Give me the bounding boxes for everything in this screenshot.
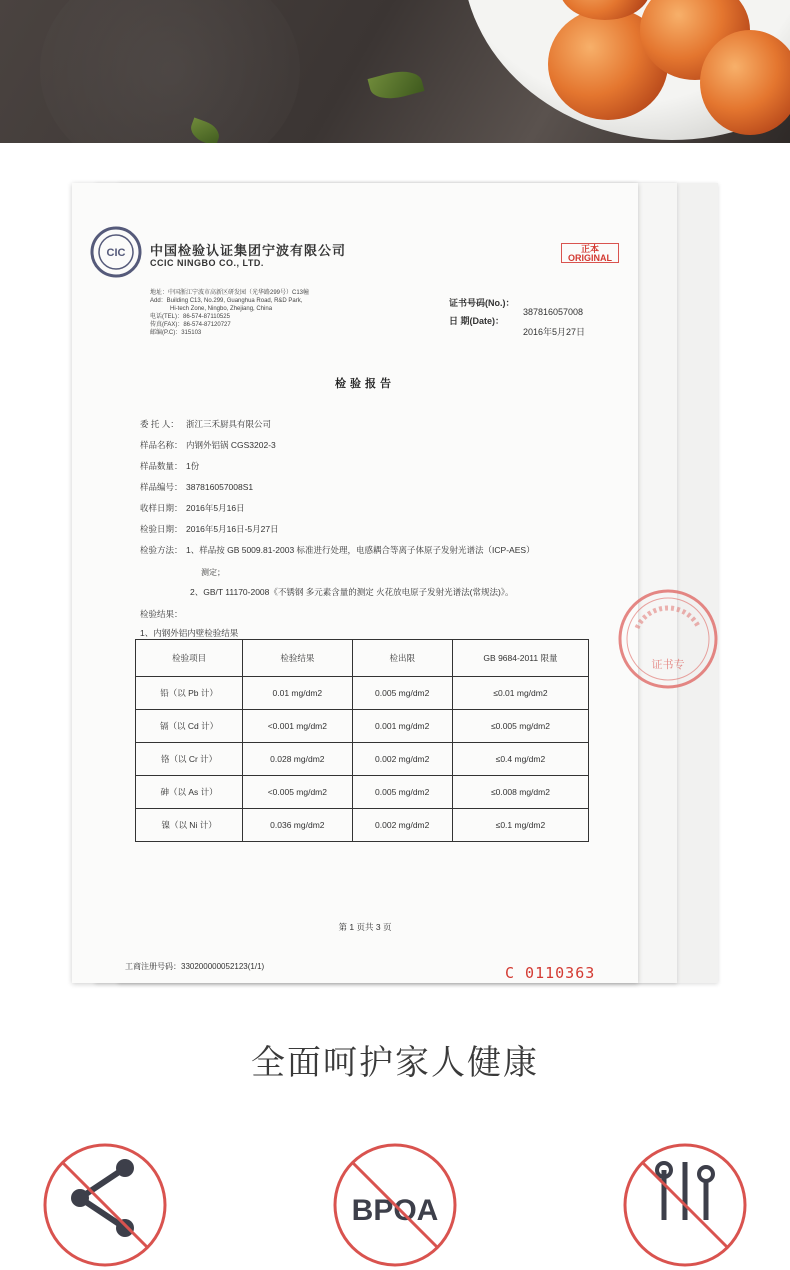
field-sample-no: 样品编号： 387816057008S1 — [140, 482, 254, 492]
field-client: 委 托 人： 浙江三禾厨具有限公司 — [140, 419, 272, 429]
table-cell: ≤0.01 mg/dm2 — [452, 677, 588, 710]
slogan: 全面呵护家人健康 — [251, 1044, 539, 1082]
date-value: 2016年5月27日 — [523, 327, 586, 337]
table-header: 检验结果 — [243, 640, 352, 677]
no-heavy-metal-icon — [620, 1140, 750, 1270]
table-cell: 0.002 mg/dm2 — [352, 743, 452, 776]
cert-no-label: 证书号码(No.)： — [449, 298, 515, 308]
table-cell: <0.001 mg/dm2 — [243, 710, 352, 743]
serial-number: C 0110363 — [505, 964, 596, 982]
date-label: 日 期(Date)： — [449, 316, 505, 326]
table-row — [136, 776, 589, 809]
ccic-logo-icon — [90, 226, 142, 278]
registration-number: 工商注册号码：330200000052123(1/1) — [125, 962, 265, 971]
results-sub-label: 1、内钢外铝内壁检验结果 — [140, 628, 239, 638]
table-row — [136, 677, 589, 710]
test-method-cont: 测定； — [201, 568, 225, 577]
food-photo-banner — [0, 0, 790, 143]
field-sample-name: 样品名称： 内钢外铝锅 CGS3202-3 — [140, 440, 276, 450]
official-seal-icon — [617, 588, 719, 690]
no-bpa-icon — [330, 1140, 460, 1270]
table-header: 检验项目 — [136, 640, 243, 677]
table-cell: 0.001 mg/dm2 — [352, 710, 452, 743]
table-row — [136, 809, 589, 842]
svg-text:证书专: 证书专 — [651, 658, 685, 671]
table-cell: 0.01 mg/dm2 — [243, 677, 352, 710]
table-cell: 镉（以 Cd 计） — [136, 710, 243, 743]
table-cell: 0.002 mg/dm2 — [352, 809, 452, 842]
org-name-en: CCIC NINGBO CO., LTD. — [150, 258, 264, 268]
table-header: 检出限 — [352, 640, 452, 677]
org-address: 地址：中国浙江宁波市高新区研发园（光华路299号）C13幢 Add：Building C13, No.299, Guanghua Road, R&D Park, Hi-tech Zone, Ningbo, Zhejiang, China 电话(TEL)：86-574-87110525 传真(FAX)：86-574-87120727 邮编(P.C)：315103 — [150, 290, 310, 336]
no-plasticizer-icon — [40, 1140, 170, 1270]
table-cell: ≤0.1 mg/dm2 — [452, 809, 588, 842]
table-header-row — [136, 640, 589, 677]
table-cell: 0.036 mg/dm2 — [243, 809, 352, 842]
field-sample-qty: 样品数量： 1份 — [140, 461, 200, 471]
table-cell: 镍（以 Ni 计） — [136, 809, 243, 842]
table-cell: 铅（以 Pb 计） — [136, 677, 243, 710]
leaf-garnish — [368, 66, 425, 105]
page-number: 第 1 页共 3 页 — [338, 922, 392, 932]
field-test-method: 检验方法： 1、样品按 GB 5009.81-2003 标准进行处理，电感耦合等离子体原子发射光谱法（ICP-AES） — [140, 545, 535, 555]
table-cell: 砷（以 As 计） — [136, 776, 243, 809]
table-row — [136, 710, 589, 743]
table-cell: <0.005 mg/dm2 — [243, 776, 352, 809]
table-cell: 铬（以 Cr 计） — [136, 743, 243, 776]
table-cell: 0.005 mg/dm2 — [352, 677, 452, 710]
table-header: GB 9684-2011 限量 — [452, 640, 588, 677]
svg-text:CIC: CIC — [106, 247, 126, 259]
table-cell: ≤0.4 mg/dm2 — [452, 743, 588, 776]
results-table — [135, 639, 589, 842]
results-label: 检验结果： — [140, 609, 183, 619]
field-test-date: 检验日期： 2016年5月16日-5月27日 — [140, 524, 279, 534]
field-receive-date: 收样日期： 2016年5月16日 — [140, 503, 245, 513]
table-cell: 0.028 mg/dm2 — [243, 743, 352, 776]
table-cell: 0.005 mg/dm2 — [352, 776, 452, 809]
report-title: 检验报告 — [335, 378, 395, 390]
svg-text:BPOA: BPOA — [351, 1194, 439, 1227]
test-method-2: 2、GB/T 11170-2008《不锈钢 多元素含量的测定 火花放电原子发射光谱法(常规法)》。 — [190, 587, 514, 597]
original-stamp: 正本 ORIGINAL — [561, 243, 619, 263]
table-cell: ≤0.008 mg/dm2 — [452, 776, 588, 809]
cert-no-value: 387816057008 — [523, 307, 584, 317]
table-row — [136, 743, 589, 776]
table-cell: ≤0.005 mg/dm2 — [452, 710, 588, 743]
org-name-cn: 中国检验认证集团宁波有限公司 — [150, 243, 347, 258]
